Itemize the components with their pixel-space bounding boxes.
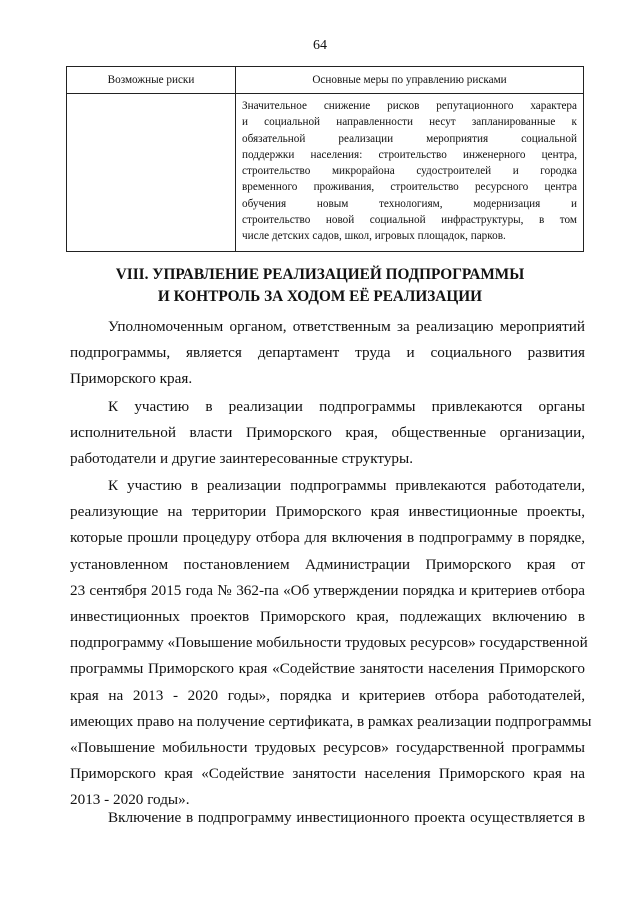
paragraph-line: программы Приморского края «Содействие занятости населения Приморского: [70, 660, 585, 678]
paragraph-1: [70, 314, 585, 393]
paragraph-line: Включение в подпрограмму инвестиционного проекта осуществляется в: [108, 809, 585, 826]
paragraph-line: «Повышение мобильности трудовых ресурсов» государственной программы: [70, 739, 585, 757]
paragraph-line: которые прошли процедуру отбора для включения в подпрограмму в порядке,: [70, 529, 585, 547]
paragraph-line: подпрограмму «Повышение мобильности трудовых ресурсов» государственной: [70, 634, 588, 652]
section-heading-line-2: И КОНТРОЛЬ ЗА ХОДОМ ЕЁ РЕАЛИЗАЦИИ: [157, 288, 483, 305]
paragraph-line: реализующие на территории Приморского края инвестиционные проекты,: [70, 503, 585, 521]
paragraph-line: 23 сентября 2015 года № 362-па «Об утверждении порядка и критериев отбора: [70, 581, 585, 599]
paragraph-line: исполнительной власти Приморского края, общественные организации,: [70, 424, 585, 442]
paragraph-line: Уполномоченным органом, ответственным за реализацию мероприятий: [108, 318, 585, 335]
measures-line: обязательной реализации мероприятия социальной: [242, 132, 577, 145]
paragraph-2: [70, 394, 585, 473]
risk-management-table: [66, 66, 584, 252]
measures-line: временного проживания, строительство ресурсного центра: [242, 181, 577, 194]
paragraph-line: Приморского края.: [70, 370, 193, 388]
table-header-row: [67, 67, 584, 94]
paragraph-3: [70, 473, 592, 814]
measures-cell: [236, 94, 584, 252]
header-possible-risks: Возможные риски: [67, 67, 236, 94]
header-risk-measures: Основные меры по управлению рисками: [236, 67, 584, 94]
measures-line: обучения новым технологиям, модернизация и: [242, 197, 577, 210]
measures-line: Значительное снижение рисков репутационного характера: [242, 100, 577, 112]
paragraph-line: имеющих право на получение сертификата, в рамках реализации подпрограммы: [70, 712, 592, 730]
section-heading-line-1: VIII. УПРАВЛЕНИЕ РЕАЛИЗАЦИЕЙ ПОДПРОГРАММЫ: [115, 266, 525, 283]
paragraph-line: края на 2013 - 2020 годы», порядка и критериев отбора работодателей,: [70, 686, 585, 704]
table-row: [67, 94, 584, 252]
measures-line: и социальной направленности несут запланированные к: [242, 116, 577, 129]
risk-cell: [67, 94, 236, 252]
paragraph-line: Приморского края «Содействие занятости населения Приморского края на: [70, 765, 585, 783]
paragraph-line: 2013 - 2020 годы».: [70, 791, 190, 809]
paragraph-line: К участию в реализации подпрограммы привлекаются органы: [108, 398, 585, 415]
paragraph-line: установленном постановлением Администрации Приморского края от: [70, 555, 585, 573]
paragraph-line: К участию в реализации подпрограммы привлекаются работодатели,: [108, 477, 585, 494]
paragraph-line: инвестиционных проектов Приморского края, подлежащих включению в: [70, 608, 585, 626]
paragraph-line: подпрограммы, является департамент труда и социального развития: [70, 344, 585, 362]
page-number: 64: [313, 38, 327, 53]
measures-line: числе детских садов, школ, игровых площадок, парков.: [242, 230, 506, 243]
measures-line: строительство микрорайона судостроителей и городка: [242, 165, 577, 178]
measures-line: строительство новой социальной инфраструктуры, в том: [242, 214, 577, 227]
measures-line: поддержки населения: строительство инженерного центра,: [242, 148, 577, 161]
paragraph-line: работодатели и другие заинтересованные структуры.: [70, 450, 414, 468]
paragraph-4: [70, 805, 585, 831]
section-heading: [0, 264, 640, 308]
